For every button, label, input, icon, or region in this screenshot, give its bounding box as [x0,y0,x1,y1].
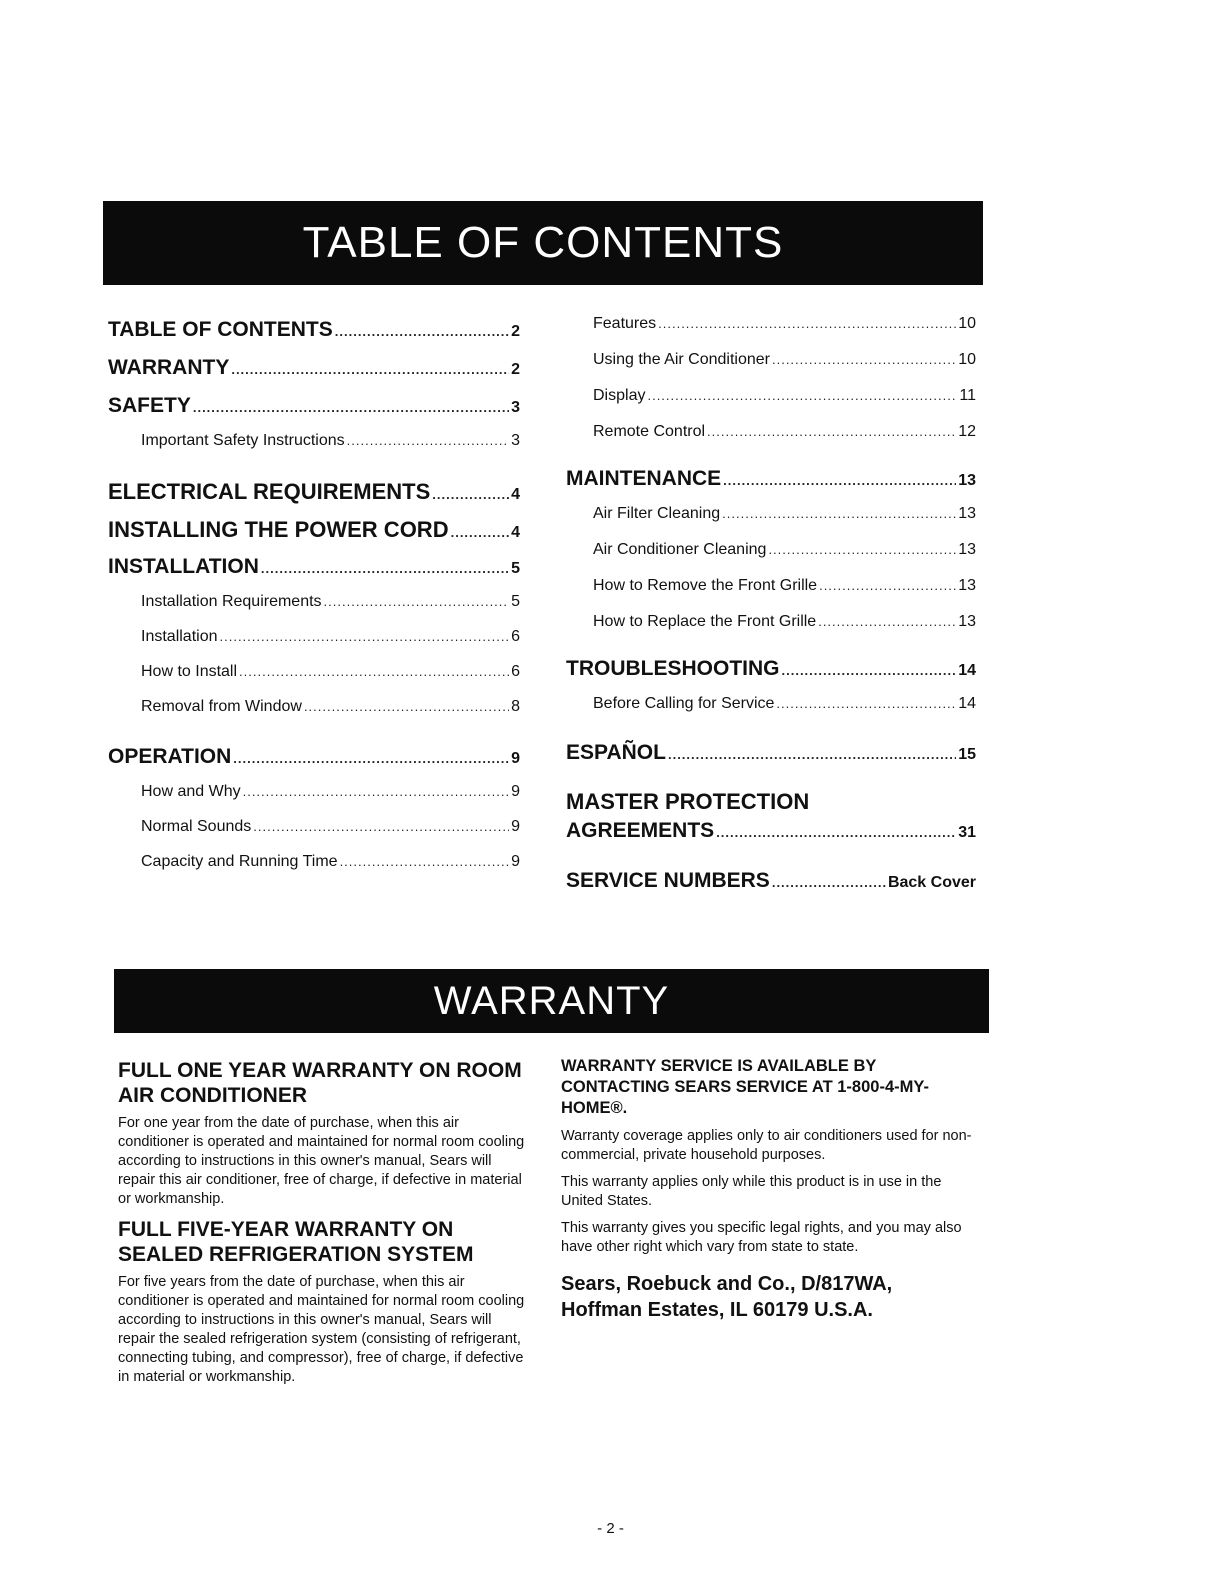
toc-entry-label: TROUBLESHOOTING [566,657,780,680]
five-year-warranty-heading: FULL FIVE-YEAR WARRANTY ON SEALED REFRIGERATION SYSTEM [118,1218,474,1266]
coverage-text: Warranty coverage applies only to air conditioners used for non-commercial, private household purposes. [561,1128,972,1163]
usa-only-text: This warranty applies only while this product is in use in the United States. [561,1174,942,1209]
toc-entry-page: 5 [511,593,520,610]
toc-entry-label: SERVICE NUMBERS [566,869,770,892]
toc-entry-page: 13 [958,577,976,594]
toc-entry-label: Installation Requirements [141,593,322,610]
toc-entry-label: How to Replace the Front Grille [593,613,817,630]
toc-entry-label: INSTALLING THE POWER CORD [108,517,449,542]
toc-entry [566,657,976,695]
warranty-banner: WARRANTY [114,969,989,1033]
toc-entry-label: Using the Air Conditioner [593,351,770,368]
toc-left-column [108,318,520,888]
toc-entry-label: How to Install [141,663,238,680]
toc-entry-label: MAINTENANCE [566,467,722,490]
toc-entry-label: Removal from Window [141,698,302,715]
toc-entry-label: Display [593,387,646,404]
toc-entry-label: Before Calling for Service [593,695,775,712]
toc-banner: TABLE OF CONTENTS [103,201,983,285]
toc-entry [566,695,976,731]
toc-entry-page: 9 [511,853,520,870]
toc-entry [566,541,976,577]
toc-entry-page: 6 [511,628,520,645]
toc-entry-page: 9 [511,783,520,800]
toc-entry [566,467,976,505]
five-year-warranty-text: For five years from the date of purchase, when this air conditioner is operated and maintained for normal room cooling according to instructions in this owner's manual, Sears will repair the sealed refrigeration system (consisting of refrigerant, connecting tubing, and compressor), free of charge, if defective in material or workmanship. [118,1274,525,1385]
toc-entry-page: 4 [511,486,520,503]
toc-entry-page: 4 [511,524,520,541]
warranty-left-column [118,1058,530,1395]
toc-entry [566,315,976,351]
legal-rights-text: This warranty gives you specific legal rights, and you may also have other right which vary from state to state. [561,1220,962,1255]
toc-entry-page: 14 [958,695,976,712]
toc-entry-page: 31 [958,824,976,841]
toc-entry-page: 2 [511,361,520,378]
toc-entry-page: 13 [958,505,976,522]
toc-entry-page: 11 [959,387,976,404]
warranty-right-column [561,1056,981,1323]
toc-entry [108,593,520,628]
toc-entry [108,479,520,517]
toc-entry-label: Normal Sounds [141,818,252,835]
toc-entry-label: MASTER PROTECTION [566,789,810,814]
address-line-1: Sears, Roebuck and Co., D/817WA, [561,1273,893,1295]
toc-entry [108,745,520,783]
page-number: - 2 - [597,1520,624,1537]
toc-entry-page: 6 [511,663,520,680]
toc-entry [108,853,520,888]
toc-entry [108,432,520,467]
toc-entry [566,577,976,613]
toc-entry-label: ELECTRICAL REQUIREMENTS [108,479,431,504]
toc-entry-label: Air Filter Cleaning [593,505,721,522]
toc-entry-label: ESPAÑOL [566,741,666,764]
toc-entry-page: 13 [958,541,976,558]
toc-entry [566,819,976,857]
toc-entry [108,555,520,593]
toc-entry-page: 14 [958,662,976,679]
toc-entry-label: OPERATION [108,745,232,768]
toc-entry-label: Installation [141,628,218,645]
toc-entry [566,741,976,779]
toc-entry-page: 13 [958,472,976,489]
toc-entry-label: AGREEMENTS [566,819,715,842]
toc-entry-label: SAFETY [108,394,191,417]
toc-entry-page: 10 [958,351,976,368]
toc-entry [566,387,976,423]
toc-entry-label: Important Safety Instructions [141,432,345,449]
one-year-warranty-text: For one year from the date of purchase, when this air conditioner is operated and maintained for normal room cooling according to instructions in this owner's manual, Sears will repair this air conditioner, free of charge, if defective in material or workmanship. [118,1115,525,1207]
warranty-service-heading: WARRANTY SERVICE IS AVAILABLE BY CONTACTING SEARS SERVICE AT 1-800-4-MY-HOME®. [561,1057,929,1117]
toc-entry-page: 9 [511,818,520,835]
toc-entry-page: 2 [511,323,520,340]
toc-entry-page: 3 [511,432,520,449]
toc-entry [108,628,520,663]
sears-address [561,1271,981,1323]
toc-entry-page: 8 [511,698,520,715]
one-year-warranty-heading: FULL ONE YEAR WARRANTY ON ROOM AIR CONDITIONER [118,1059,522,1107]
address-line-2: Hoffman Estates, IL 60179 U.S.A. [561,1299,873,1321]
toc-entry-label: WARRANTY [108,356,230,379]
toc-entry-page: 3 [511,399,520,416]
toc-entry-page: 9 [511,750,520,767]
toc-entry [108,517,520,555]
toc-entry [108,394,520,432]
toc-entry-page: 13 [958,613,976,630]
toc-entry [108,318,520,356]
toc-entry [566,505,976,541]
toc-entry-label: Capacity and Running Time [141,853,338,870]
toc-entry-page: 12 [958,423,976,440]
toc-entry-label: INSTALLATION [108,555,259,578]
toc-entry [108,356,520,394]
toc-entry-label: Features [593,315,657,332]
toc-entry [108,818,520,853]
toc-entry [566,351,976,387]
toc-entry-label: How to Remove the Front Grille [593,577,818,594]
toc-entry-page: 15 [958,746,976,763]
toc-entry-page: Back Cover [887,874,976,891]
toc-entry-label: Air Conditioner Cleaning [593,541,767,558]
toc-entry [566,423,976,459]
toc-entry [108,783,520,818]
toc-entry [108,663,520,698]
toc-entry-label: Remote Control [593,423,706,440]
toc-entry-label: How and Why [141,783,241,800]
toc-right-column [566,315,976,907]
toc-entry [566,869,976,907]
toc-entry-page: 10 [958,315,976,332]
toc-entry-label: TABLE OF CONTENTS [108,318,333,341]
toc-entry [108,698,520,733]
toc-entry-page: 5 [511,560,520,577]
toc-entry [566,613,976,649]
